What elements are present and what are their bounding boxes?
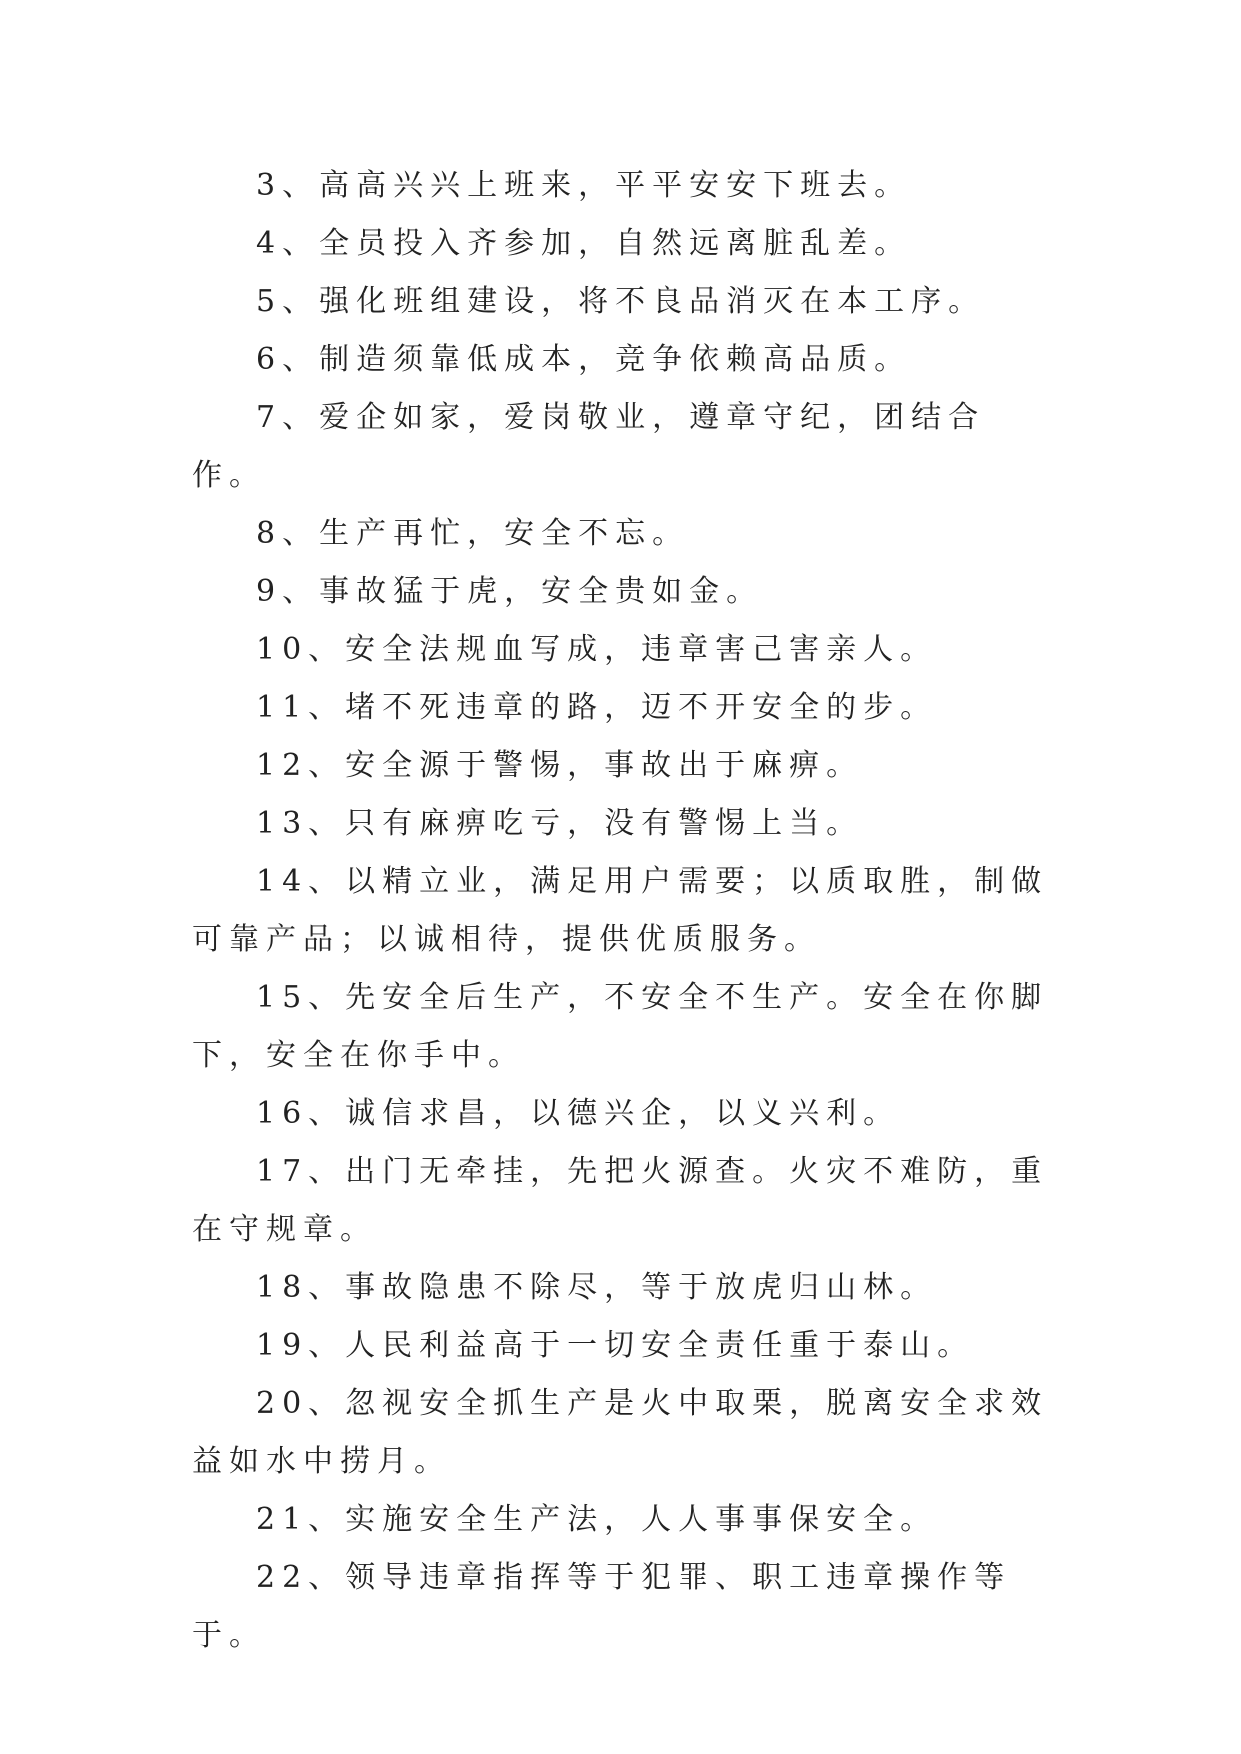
paragraph: 21、实施安全生产法，人人事事保安全。 <box>256 1502 938 1537</box>
paragraph: 19、人民利益高于一切安全责任重于泰山。 <box>256 1328 975 1363</box>
paragraph: 15、先安全后生产，不安全不生产。安全在你脚下，安全在你手中。 <box>192 980 1049 1073</box>
paragraph: 16、诚信求昌，以德兴企，以义兴利。 <box>256 1096 901 1131</box>
paragraph: 17、出门无牵挂，先把火源查。火灾不难防，重在守规章。 <box>192 1154 1049 1247</box>
paragraph: 4、全员投入齐参加，自然远离脏乱差。 <box>256 226 912 261</box>
paragraph: 12、安全源于警惕，事故出于麻痹。 <box>256 748 864 783</box>
paragraph: 9、事故猛于虎，安全贵如金。 <box>256 574 764 609</box>
paragraph: 6、制造须靠低成本，竞争依赖高品质。 <box>256 342 912 377</box>
paragraph: 10、安全法规血写成，违章害己害亲人。 <box>256 632 938 667</box>
paragraph: 18、事故隐患不除尽，等于放虎归山林。 <box>256 1270 938 1305</box>
paragraph: 11、堵不死违章的路，迈不开安全的步。 <box>256 690 938 725</box>
paragraph: 14、以精立业，满足用户需要；以质取胜，制做可靠产品；以诚相待，提供优质服务。 <box>192 864 1049 957</box>
paragraph: 8、生产再忙，安全不忘。 <box>256 516 690 551</box>
paragraph: 13、只有麻痹吃亏，没有警惕上当。 <box>256 806 864 841</box>
paragraph: 7、爱企如家，爱岗敬业，遵章守纪，团结合作。 <box>192 400 986 493</box>
paragraph: 3、高高兴兴上班来，平平安安下班去。 <box>256 168 912 203</box>
paragraph: 20、忽视安全抓生产是火中取栗，脱离安全求效益如水中捞月。 <box>192 1386 1049 1479</box>
paragraph: 22、领导违章指挥等于犯罪、职工违章操作等于。 <box>192 1560 1012 1653</box>
paragraph: 5、强化班组建设，将不良品消灭在本工序。 <box>256 284 986 319</box>
document-body <box>192 157 1056 1665</box>
